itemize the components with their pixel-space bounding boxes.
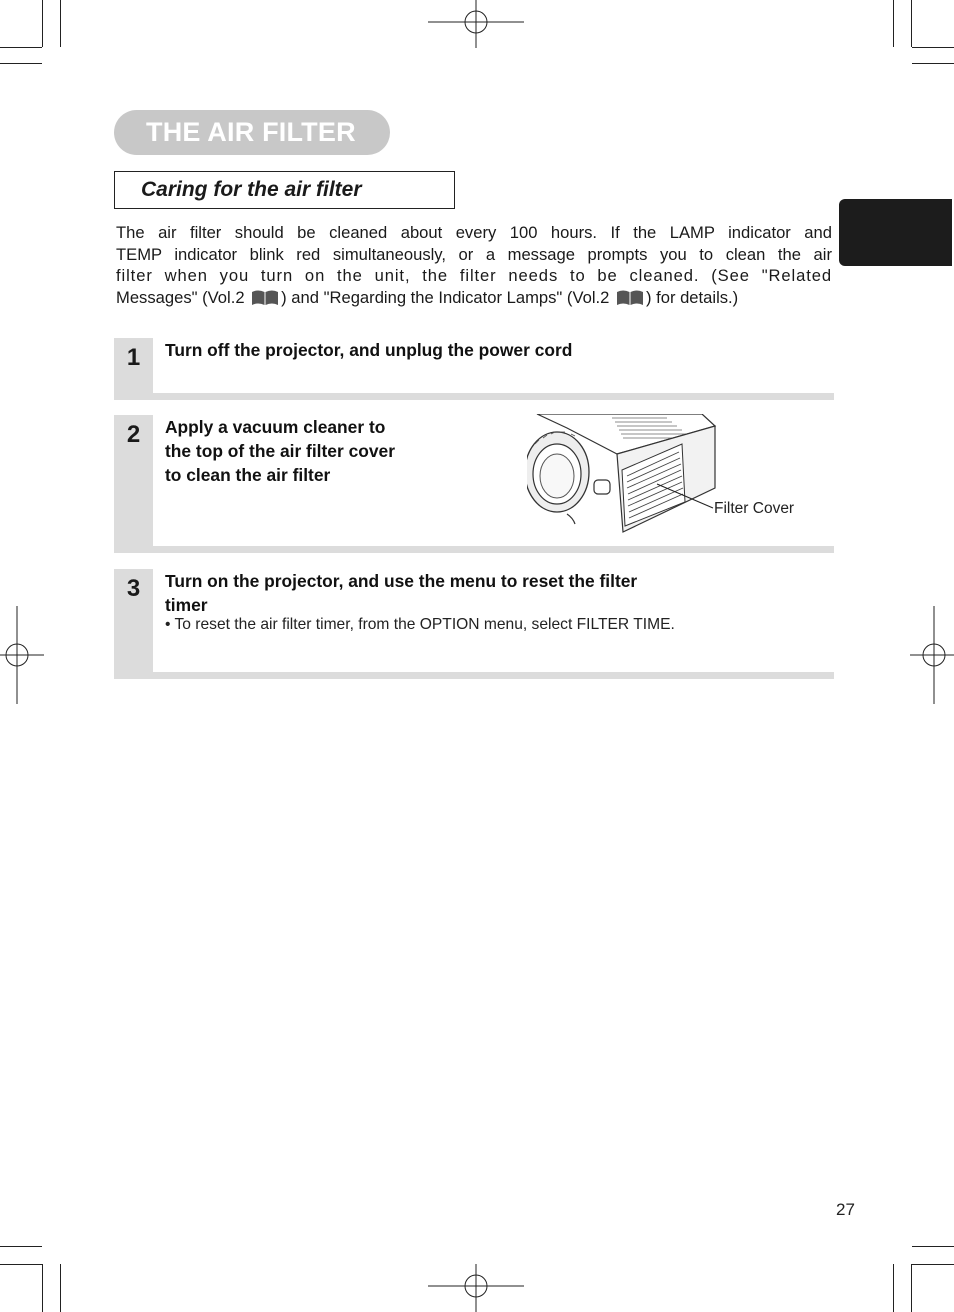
figure-caption: Filter Cover — [714, 500, 795, 517]
step-heading-line: timer — [165, 595, 208, 615]
crop-mark-icon — [60, 1264, 61, 1312]
intro-paragraph — [116, 222, 832, 308]
intro-text: ) and "Regarding the Indicator Lamps" (Vol.2 — [281, 287, 614, 307]
crop-mark-icon — [60, 0, 61, 47]
crop-mark-icon — [42, 1264, 43, 1312]
intro-text: Messages" (Vol.2 — [116, 287, 250, 307]
step-divider — [114, 393, 834, 400]
crop-mark-icon — [912, 1246, 954, 1247]
step-heading-line: the top of the air filter cover — [165, 441, 395, 461]
crop-mark-icon — [0, 1264, 42, 1265]
step-3 — [114, 569, 834, 679]
crop-mark-icon — [0, 1246, 42, 1247]
crop-mark-icon — [911, 1264, 912, 1312]
crop-mark-icon — [0, 47, 42, 48]
crop-mark-icon — [911, 0, 912, 47]
intro-line — [116, 287, 832, 309]
intro-line: The air filter should be cleaned about every 100 hours. If the LAMP indicator and — [116, 223, 832, 242]
registration-mark-icon — [910, 606, 954, 704]
section-title: THE AIR FILTER — [114, 110, 390, 155]
projector-illustration — [527, 414, 722, 534]
registration-mark-icon — [428, 1264, 524, 1312]
step-heading-line: Turn on the projector, and use the menu to reset the filter — [165, 571, 638, 591]
subsection-title: Caring for the air filter — [114, 171, 455, 209]
registration-mark-icon — [428, 0, 524, 48]
intro-line: TEMP indicator blink red simultaneously, or a message prompts you to clean the air — [116, 244, 832, 264]
crop-mark-icon — [0, 63, 42, 64]
step-number: 3 — [126, 575, 141, 602]
book-icon — [251, 289, 279, 306]
step-divider — [114, 672, 834, 679]
intro-text: ) for details.) — [645, 287, 739, 307]
step-heading: Turn off the projector, and unplug the power cord — [165, 340, 573, 360]
intro-line: filter when you turn on the unit, the filter needs to be cleaned. (See "Related — [116, 266, 832, 286]
page-number: 27 — [836, 1200, 855, 1219]
crop-mark-icon — [42, 0, 43, 47]
step-1 — [114, 338, 834, 400]
step-divider — [114, 546, 834, 553]
step-heading — [165, 569, 637, 617]
crop-mark-icon — [912, 63, 954, 64]
step-bullet: • To reset the air filter timer, from the OPTION menu, select FILTER TIME. — [165, 616, 675, 633]
registration-mark-icon — [0, 606, 44, 704]
chapter-tab — [839, 199, 952, 266]
step-2 — [114, 415, 834, 553]
step-heading — [165, 415, 395, 487]
crop-mark-icon — [912, 47, 954, 48]
crop-mark-icon — [893, 1264, 894, 1312]
step-number: 2 — [126, 421, 141, 448]
step-heading-line: to clean the air filter — [165, 465, 331, 485]
book-icon — [616, 289, 644, 306]
crop-mark-icon — [912, 1264, 954, 1265]
crop-mark-icon — [893, 0, 894, 47]
step-number: 1 — [126, 344, 141, 371]
step-heading-line: Apply a vacuum cleaner to — [165, 417, 386, 437]
